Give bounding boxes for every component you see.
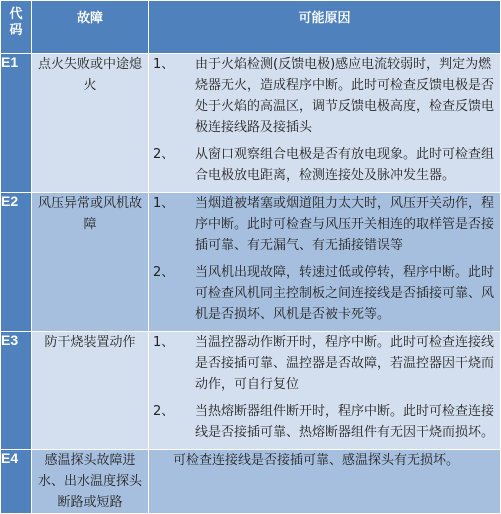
fault-code: E1 [1,54,32,193]
cause-number: 2、 [153,404,175,419]
cause-text: 当温控器动作断开时，程序中断。此时可检查连接线是否接插可靠、温控器是否故障，若温控器因干烧而动作，可自行复位 [195,335,495,392]
table-row [1,54,501,193]
header-code [1,1,32,54]
fault-name: 感温探头故障进水、出水温度探头断路或短路 [32,450,149,514]
cause-item [149,332,500,395]
fault-name: 防干烧装置动作 [32,332,149,450]
cause-number: 1、 [153,196,175,211]
fault-code: E3 [1,332,32,450]
table-row [1,450,501,514]
cause-item [149,401,500,443]
cause-item [149,144,500,186]
fault-code: E4 [1,450,32,514]
cause-item [149,193,500,256]
header-fault: 故障 [32,1,149,54]
cause-text: 可检查连接线是否接插可靠、感温探头有无损坏。 [173,453,460,468]
cause-cell [149,193,501,332]
header-cause: 可能原因 [149,1,501,54]
cause-text: 当烟道被堵塞或烟道阻力太大时，风压开关动作，程序中断。此时可检查与风压开关相连的取样管是否接插可靠、有无漏气、有无插接错误等 [195,196,495,253]
cause-text: 当热熔断器组件断开时，程序中断。此时可检查连接线是否接插可靠、热熔断器组件有无因干烧而损坏。 [195,404,495,440]
cause-cell [149,332,501,450]
cause-number: 1、 [153,57,175,72]
cause-text: 由于火焰检测(反馈电极)感应电流较弱时，判定为燃烧器无火，造成程序中断。此时可检查反馈电极是否处于火焰的高温区，调节反馈电极高度，检查反馈电极连接线路及接插头 [195,57,495,135]
header-code-label: 代码 [9,7,23,38]
fault-name: 风压异常或风机故障 [32,193,149,332]
cause-number: 2、 [153,147,175,162]
cause-number: 1、 [153,335,175,350]
cause-text: 从窗口观察组合电极是否有放电现象。此时可检查组合电极放电距离，检测连接处及脉冲发生器。 [195,147,495,183]
cause-number: 2、 [153,265,175,280]
cause-cell [149,54,501,193]
cause-text: 当风机出现故障，转速过低或停转，程序中断。此时可检查风机同主控制板之间连接线是否插接可靠、风机是否损坏、风机是否被卡死等。 [195,265,495,322]
table-header-row [1,1,501,54]
cause-item [149,262,500,325]
fault-code: E2 [1,193,32,332]
fault-name: 点火失败或中途熄火 [32,54,149,193]
cause-cell [149,450,501,514]
table-row [1,332,501,450]
cause-item [149,54,500,138]
table-row [1,193,501,332]
